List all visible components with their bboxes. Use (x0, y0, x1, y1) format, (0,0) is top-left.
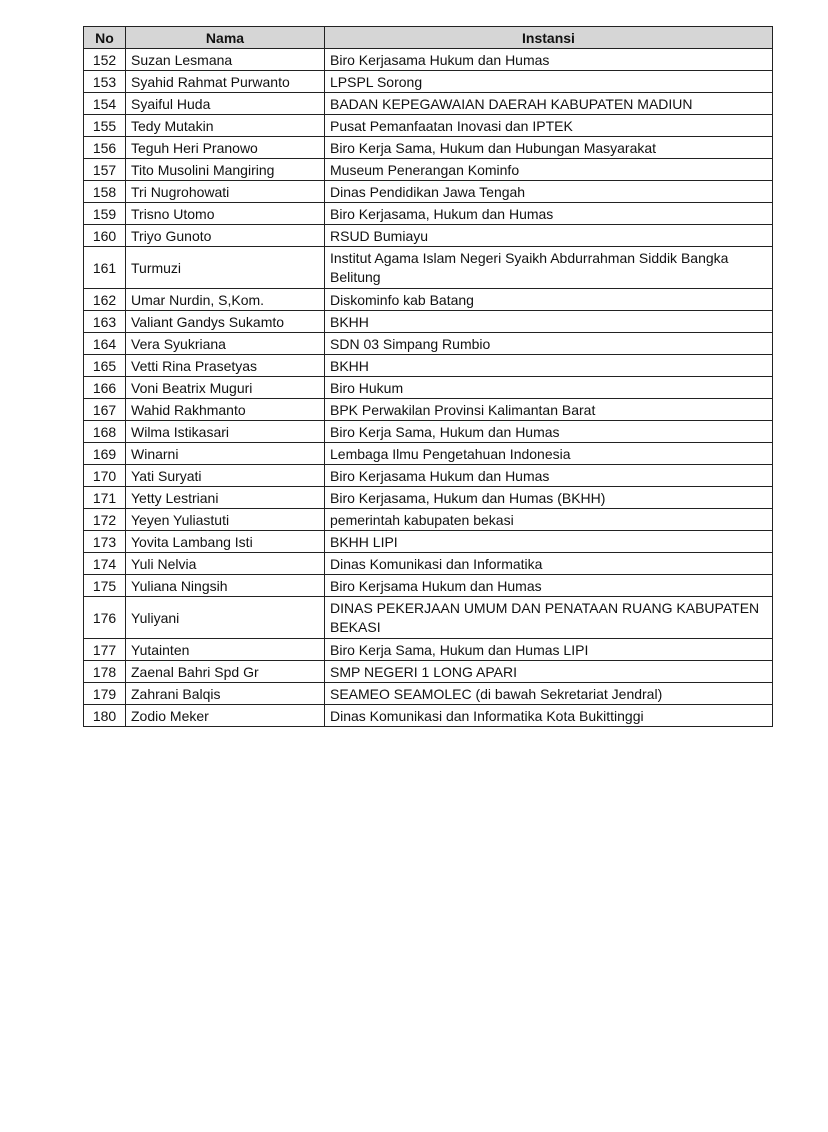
cell-nama: Zaenal Bahri Spd Gr (126, 661, 325, 683)
cell-no: 163 (84, 311, 126, 333)
cell-instansi: BKHH (325, 355, 773, 377)
table-row (84, 289, 773, 311)
cell-no: 168 (84, 421, 126, 443)
table-row (84, 115, 773, 137)
cell-instansi: Biro Kerja Sama, Hukum dan Humas (325, 421, 773, 443)
cell-instansi: RSUD Bumiayu (325, 225, 773, 247)
cell-instansi: Lembaga Ilmu Pengetahuan Indonesia (325, 443, 773, 465)
cell-instansi: SEAMEO SEAMOLEC (di bawah Sekretariat Jendral) (325, 683, 773, 705)
cell-nama: Winarni (126, 443, 325, 465)
cell-no: 154 (84, 93, 126, 115)
cell-nama: Vetti Rina Prasetyas (126, 355, 325, 377)
cell-instansi: SDN 03 Simpang Rumbio (325, 333, 773, 355)
cell-no: 158 (84, 181, 126, 203)
cell-instansi: Biro Kerja Sama, Hukum dan Humas LIPI (325, 639, 773, 661)
cell-no: 152 (84, 49, 126, 71)
table-row (84, 159, 773, 181)
cell-nama: Yuliyani (126, 597, 325, 639)
cell-nama: Wahid Rakhmanto (126, 399, 325, 421)
cell-instansi: Pusat Pemanfaatan Inovasi dan IPTEK (325, 115, 773, 137)
cell-instansi: Biro Kerjsama Hukum dan Humas (325, 575, 773, 597)
header-instansi: Instansi (325, 27, 773, 49)
table-row (84, 597, 773, 639)
cell-instansi: LPSPL Sorong (325, 71, 773, 93)
cell-no: 164 (84, 333, 126, 355)
cell-nama: Zodio Meker (126, 705, 325, 727)
cell-nama: Yati Suryati (126, 465, 325, 487)
table-row (84, 465, 773, 487)
table-row (84, 683, 773, 705)
cell-nama: Yeyen Yuliastuti (126, 509, 325, 531)
table-row (84, 247, 773, 289)
cell-no: 161 (84, 247, 126, 289)
cell-no: 156 (84, 137, 126, 159)
cell-no: 174 (84, 553, 126, 575)
cell-instansi: Biro Kerjasama Hukum dan Humas (325, 465, 773, 487)
cell-instansi: pemerintah kabupaten bekasi (325, 509, 773, 531)
cell-no: 155 (84, 115, 126, 137)
cell-no: 178 (84, 661, 126, 683)
cell-instansi: Biro Kerjasama, Hukum dan Humas (BKHH) (325, 487, 773, 509)
cell-no: 153 (84, 71, 126, 93)
cell-instansi: Biro Kerjasama, Hukum dan Humas (325, 203, 773, 225)
cell-nama: Yuliana Ningsih (126, 575, 325, 597)
cell-instansi: Institut Agama Islam Negeri Syaikh Abdurrahman Siddik Bangka Belitung (325, 247, 773, 289)
cell-no: 167 (84, 399, 126, 421)
table-row (84, 553, 773, 575)
cell-no: 157 (84, 159, 126, 181)
cell-nama: Yetty Lestriani (126, 487, 325, 509)
cell-no: 166 (84, 377, 126, 399)
cell-instansi: Dinas Komunikasi dan Informatika Kota Bukittinggi (325, 705, 773, 727)
table-row (84, 421, 773, 443)
cell-instansi: Biro Kerjasama Hukum dan Humas (325, 49, 773, 71)
cell-nama: Tito Musolini Mangiring (126, 159, 325, 181)
cell-no: 171 (84, 487, 126, 509)
table-row (84, 705, 773, 727)
cell-instansi: BKHH LIPI (325, 531, 773, 553)
table-row (84, 333, 773, 355)
table-header-row (84, 27, 773, 49)
table-body (84, 49, 773, 727)
header-no: No (84, 27, 126, 49)
table-row (84, 137, 773, 159)
cell-no: 162 (84, 289, 126, 311)
cell-instansi: BPK Perwakilan Provinsi Kalimantan Barat (325, 399, 773, 421)
cell-nama: Syahid Rahmat Purwanto (126, 71, 325, 93)
cell-nama: Teguh Heri Pranowo (126, 137, 325, 159)
cell-no: 169 (84, 443, 126, 465)
cell-instansi: Museum Penerangan Kominfo (325, 159, 773, 181)
cell-instansi: DINAS PEKERJAAN UMUM DAN PENATAAN RUANG KABUPATEN BEKASI (325, 597, 773, 639)
cell-nama: Zahrani Balqis (126, 683, 325, 705)
cell-instansi: Dinas Pendidikan Jawa Tengah (325, 181, 773, 203)
table-row (84, 639, 773, 661)
cell-no: 179 (84, 683, 126, 705)
table-row (84, 377, 773, 399)
table-row (84, 49, 773, 71)
cell-nama: Trisno Utomo (126, 203, 325, 225)
cell-nama: Yovita Lambang Isti (126, 531, 325, 553)
table-row (84, 93, 773, 115)
cell-instansi: BKHH (325, 311, 773, 333)
table-row (84, 181, 773, 203)
cell-nama: Triyo Gunoto (126, 225, 325, 247)
header-nama: Nama (126, 27, 325, 49)
cell-nama: Tedy Mutakin (126, 115, 325, 137)
cell-instansi: Biro Hukum (325, 377, 773, 399)
table-row (84, 509, 773, 531)
cell-no: 165 (84, 355, 126, 377)
cell-nama: Yutainten (126, 639, 325, 661)
cell-no: 176 (84, 597, 126, 639)
table-row (84, 399, 773, 421)
cell-nama: Valiant Gandys Sukamto (126, 311, 325, 333)
cell-nama: Umar Nurdin, S,Kom. (126, 289, 325, 311)
table-row (84, 355, 773, 377)
table-row (84, 71, 773, 93)
cell-no: 172 (84, 509, 126, 531)
cell-no: 175 (84, 575, 126, 597)
table-row (84, 311, 773, 333)
cell-instansi: Dinas Komunikasi dan Informatika (325, 553, 773, 575)
cell-no: 160 (84, 225, 126, 247)
cell-instansi: SMP NEGERI 1 LONG APARI (325, 661, 773, 683)
cell-nama: Turmuzi (126, 247, 325, 289)
cell-nama: Syaiful Huda (126, 93, 325, 115)
cell-nama: Voni Beatrix Muguri (126, 377, 325, 399)
cell-nama: Vera Syukriana (126, 333, 325, 355)
cell-instansi: Biro Kerja Sama, Hukum dan Hubungan Masyarakat (325, 137, 773, 159)
table-row (84, 531, 773, 553)
cell-instansi: Diskominfo kab Batang (325, 289, 773, 311)
cell-instansi: BADAN KEPEGAWAIAN DAERAH KABUPATEN MADIUN (325, 93, 773, 115)
table-row (84, 225, 773, 247)
participant-table (83, 26, 773, 727)
cell-no: 159 (84, 203, 126, 225)
cell-no: 180 (84, 705, 126, 727)
table-row (84, 661, 773, 683)
cell-no: 170 (84, 465, 126, 487)
cell-nama: Suzan Lesmana (126, 49, 325, 71)
cell-no: 173 (84, 531, 126, 553)
table-row (84, 443, 773, 465)
cell-nama: Wilma Istikasari (126, 421, 325, 443)
cell-nama: Tri Nugrohowati (126, 181, 325, 203)
cell-no: 177 (84, 639, 126, 661)
table-row (84, 203, 773, 225)
table-row (84, 487, 773, 509)
table-row (84, 575, 773, 597)
cell-nama: Yuli Nelvia (126, 553, 325, 575)
